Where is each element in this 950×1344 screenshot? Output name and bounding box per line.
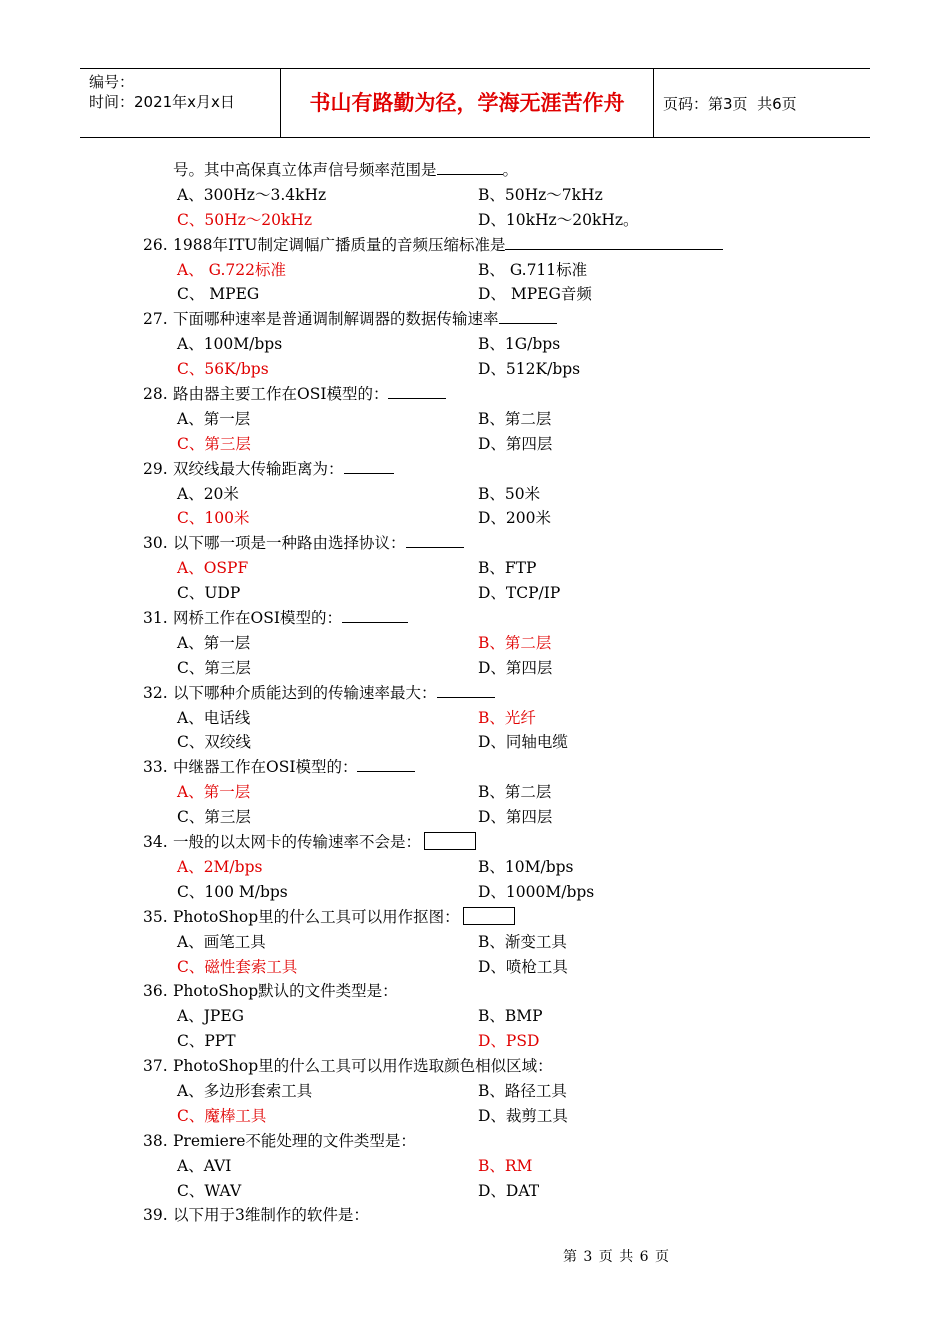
- options-row: [0, 258, 950, 283]
- question-text: 号。其中高保真立体声信号频率范围是 。: [173, 158, 518, 183]
- question-number: 29.: [143, 459, 168, 478]
- option: A、电话线: [177, 708, 251, 727]
- option: D、裁剪工具: [478, 1106, 568, 1125]
- correct-option: C、磁性套索工具: [177, 957, 298, 976]
- page-footer: 第 3 页 共 6 页: [562, 1249, 671, 1265]
- question-line: [0, 307, 950, 332]
- question-line: [0, 1129, 950, 1154]
- question-text: 一般的以太网卡的传输速率不会是：: [173, 830, 476, 855]
- option: B、第二层: [478, 783, 552, 802]
- options-row: [0, 631, 950, 656]
- question-text: 中继器工作在OSI模型的：: [173, 755, 415, 780]
- question-number: 38.: [143, 1131, 168, 1150]
- question-line: [0, 158, 950, 183]
- options-row: [0, 880, 950, 905]
- question-text: 双绞线最大传输距离为：: [173, 457, 394, 482]
- question-line: [0, 681, 950, 706]
- options-row: [0, 357, 950, 382]
- options-row: [0, 855, 950, 880]
- option: C、UDP: [177, 584, 241, 603]
- options-row: [0, 482, 950, 507]
- question-number: 34.: [143, 833, 168, 852]
- correct-option: B、RM: [478, 1156, 533, 1175]
- options-row: [0, 1079, 950, 1104]
- option: D、1000M/bps: [478, 882, 595, 901]
- question-number: 26.: [143, 235, 168, 254]
- answer-blank: [406, 531, 464, 548]
- option: A、300Hz～3.4kHz: [177, 185, 327, 204]
- options-row: [0, 282, 950, 307]
- correct-option: A、OSPF: [177, 559, 249, 578]
- time-label: 时间：2021年x月x日: [89, 93, 235, 111]
- option: A、JPEG: [177, 1007, 245, 1026]
- correct-option: C、魔棒工具: [177, 1106, 267, 1125]
- question-line: [0, 905, 950, 930]
- correct-option: C、50Hz～20kHz: [177, 210, 313, 229]
- options-row: [0, 332, 950, 357]
- question-number: 30.: [143, 534, 168, 553]
- motto-text: 书山有路勤为径，学海无涯苦作舟: [309, 91, 625, 115]
- option: B、 G.711标准: [478, 260, 588, 279]
- answer-blank: [357, 755, 415, 772]
- options-row: [0, 506, 950, 531]
- option: D、同轴电缆: [478, 733, 568, 752]
- header-motto: [281, 69, 654, 137]
- correct-option: C、第三层: [177, 434, 251, 453]
- option: C、第三层: [177, 808, 251, 827]
- answer-blank: [388, 382, 446, 399]
- option: D、512K/bps: [478, 360, 581, 379]
- option: C、 MPEG: [177, 285, 260, 304]
- question-number: 27.: [143, 310, 168, 329]
- question-line: [0, 1203, 950, 1228]
- question-list: [0, 158, 950, 1228]
- question-text: PhotoShop里的什么工具可以用作选取颜色相似区域：: [173, 1057, 553, 1076]
- options-row: [0, 556, 950, 581]
- question-line: [0, 382, 950, 407]
- question-number: 28.: [143, 385, 168, 404]
- option: B、FTP: [478, 559, 537, 578]
- question-line: [0, 457, 950, 482]
- options-row: [0, 730, 950, 755]
- header-meta: [80, 69, 281, 137]
- options-row: [0, 1104, 950, 1129]
- answer-blank: [344, 457, 394, 474]
- option: C、100 M/bps: [177, 882, 288, 901]
- question-text: 网桥工作在OSI模型的：: [173, 606, 408, 631]
- option: D、喷枪工具: [478, 957, 568, 976]
- options-row: [0, 955, 950, 980]
- question-text: 路由器主要工作在OSI模型的：: [173, 382, 446, 407]
- correct-option: B、第二层: [478, 633, 552, 652]
- option: D、DAT: [478, 1181, 540, 1200]
- options-row: [0, 208, 950, 233]
- answer-box: [424, 832, 476, 850]
- option: B、1G/bps: [478, 335, 561, 354]
- option: D、第四层: [478, 434, 553, 453]
- option: A、100M/bps: [177, 335, 283, 354]
- option: B、渐变工具: [478, 932, 567, 951]
- question-number: 32.: [143, 683, 168, 702]
- page-header: [80, 68, 870, 138]
- options-row: [0, 805, 950, 830]
- question-line: [0, 755, 950, 780]
- question-text: Premiere不能处理的文件类型是：: [173, 1131, 416, 1150]
- question-text: 以下哪一项是一种路由选择协议：: [173, 531, 464, 556]
- option: A、20米: [177, 484, 239, 503]
- options-row: [0, 1154, 950, 1179]
- answer-blank: [505, 233, 723, 250]
- question-number: 31.: [143, 609, 168, 628]
- answer-blank: [342, 606, 408, 623]
- options-row: [0, 432, 950, 457]
- header-page-info: [654, 69, 870, 137]
- answer-box: [463, 907, 515, 925]
- answer-blank: [499, 307, 557, 324]
- option: A、多边形套索工具: [177, 1081, 313, 1100]
- question-text: PhotoShop默认的文件类型是：: [173, 982, 398, 1001]
- question-text: 以下哪种介质能达到的传输速率最大：: [173, 681, 495, 706]
- option: B、第二层: [478, 409, 552, 428]
- question-line: [0, 979, 950, 1004]
- options-row: [0, 581, 950, 606]
- option: B、10M/bps: [478, 857, 574, 876]
- question-text: 下面哪种速率是普通调制解调器的数据传输速率: [173, 307, 557, 332]
- options-row: [0, 183, 950, 208]
- option: D、 MPEG音频: [478, 285, 592, 304]
- question-line: [0, 830, 950, 855]
- question-line: [0, 531, 950, 556]
- option: D、10kHz～20kHz。: [478, 210, 639, 229]
- option: A、第一层: [177, 633, 251, 652]
- answer-blank: [437, 158, 503, 175]
- correct-option: D、PSD: [478, 1032, 540, 1051]
- option: A、画笔工具: [177, 932, 266, 951]
- options-row: [0, 1004, 950, 1029]
- option: D、第四层: [478, 658, 553, 677]
- options-row: [0, 656, 950, 681]
- correct-option: A、 G.722标准: [177, 260, 286, 279]
- options-row: [0, 706, 950, 731]
- option: D、TCP/IP: [478, 584, 561, 603]
- option: C、第三层: [177, 658, 251, 677]
- question-number: 33.: [143, 758, 168, 777]
- correct-option: A、第一层: [177, 783, 251, 802]
- options-row: [0, 1029, 950, 1054]
- option: D、第四层: [478, 808, 553, 827]
- question-text: 以下用于3维制作的软件是：: [173, 1206, 369, 1225]
- option: C、PPT: [177, 1032, 236, 1051]
- correct-option: C、100米: [177, 509, 250, 528]
- option: A、AVI: [177, 1156, 232, 1175]
- option: D、200米: [478, 509, 552, 528]
- answer-blank: [437, 681, 495, 698]
- option: C、双绞线: [177, 733, 251, 752]
- option: B、路径工具: [478, 1081, 567, 1100]
- options-row: [0, 407, 950, 432]
- option: A、第一层: [177, 409, 251, 428]
- question-number: 39.: [143, 1206, 168, 1225]
- page-info-text: 页码：第3页 共6页: [663, 94, 797, 113]
- option: B、50米: [478, 484, 541, 503]
- options-row: [0, 930, 950, 955]
- question-line: [0, 606, 950, 631]
- correct-option: B、光纤: [478, 708, 536, 727]
- option: B、BMP: [478, 1007, 543, 1026]
- question-number: 36.: [143, 982, 168, 1001]
- question-line: [0, 233, 950, 258]
- question-text: PhotoShop里的什么工具可以用作抠图：: [173, 905, 515, 930]
- question-line: [0, 1054, 950, 1079]
- options-row: [0, 1179, 950, 1204]
- options-row: [0, 780, 950, 805]
- question-number: 35.: [143, 907, 168, 926]
- option: C、WAV: [177, 1181, 242, 1200]
- question-text: 1988年ITU制定调幅广播质量的音频压缩标准是: [173, 233, 723, 258]
- number-label: 编号：: [89, 73, 135, 91]
- question-number: 37.: [143, 1057, 168, 1076]
- correct-option: A、2M/bps: [177, 857, 263, 876]
- correct-option: C、56K/bps: [177, 360, 269, 379]
- option: B、50Hz～7kHz: [478, 185, 603, 204]
